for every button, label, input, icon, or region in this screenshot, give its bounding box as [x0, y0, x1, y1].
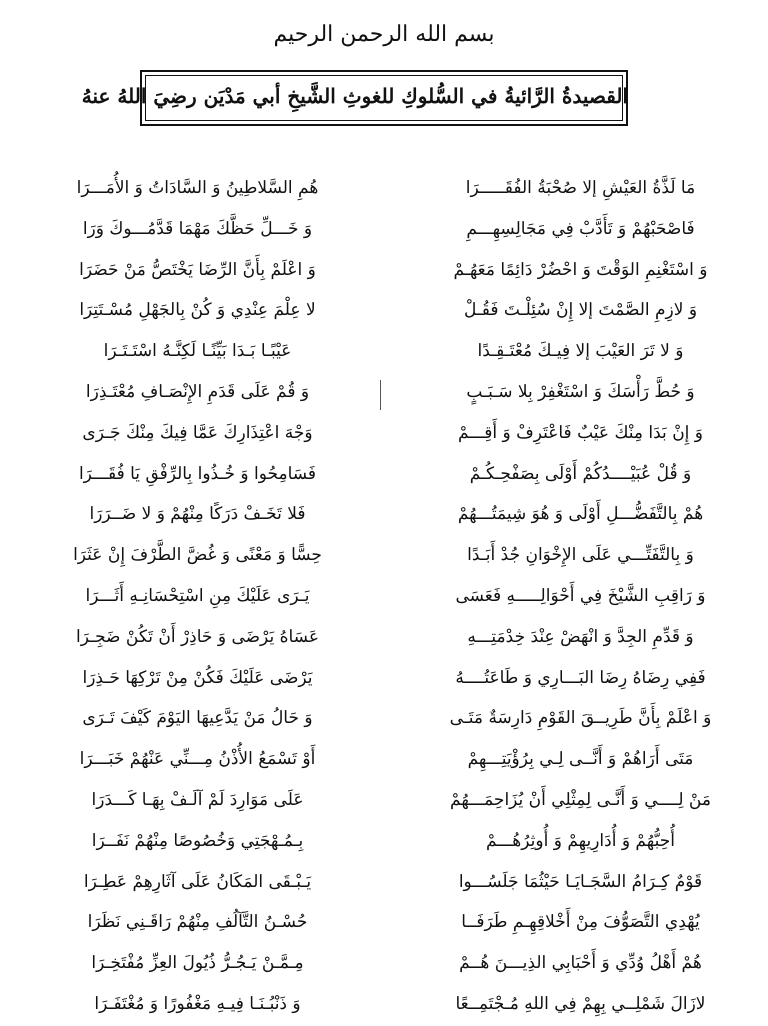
verse-row	[0, 619, 768, 659]
verse-first-hemistich: وَ لازِمِ الصَّمْتَ إلا إِنْ سُئِلْـتَ فَقُـلْ	[463, 300, 698, 321]
verse-second-hemistich: عَيْبًـا بَـدَا بَيِّنًـا لَكِنَّـهُ اسْتَـتَـرَا	[103, 341, 292, 362]
verse-first-hemistich: وَ رَاقِبِ الشَّيْخَ فِي أَحْوَالِـــــهِ فَعَسَى	[455, 586, 706, 606]
verse-second-hemistich: وَ اعْلَمْ بِأَنَّ الرِّضَا يَخْتَصُّ مَنْ حَضَرَا	[79, 259, 316, 280]
verse-first-hemistich: وَ قُلْ عُبَيْــــدُكُمْ أَوْلَى بِصَفْحِـكُـمْ	[469, 463, 692, 484]
verse-second-hemistich: وَ ذَنْبُـنَـا فِيـهِ مَغْفُورًا وَ مُغْتَفَـرَا	[94, 994, 301, 1014]
verse-second-hemistich: حِسًّا وَ مَعْنًى وَ غُضَّ الطَّرْفَ إِنْ عَثَرَا	[73, 545, 322, 566]
verse-second-hemistich: فَلا تَخَـفْ دَرَكًا مِنْهُمْ وَ لا ضَــرَرَا	[89, 504, 306, 525]
verse-row	[0, 986, 768, 1026]
verse-first-hemistich: وَ اسْتَغْنِمِ الوَقْتَ وَ احْضُرْ دَائِمًا مَعَهُـمْ	[453, 259, 708, 280]
verse-second-hemistich: بِـمُـهْجَتِي وَخُصُوصًا مِنْهُمْ نَفَــرَا	[91, 830, 304, 851]
poem-title: القصيدةُ الرَّائيةُ في السُّلوكِ للغوثِ الشَّيخِ أبي مَدْيَن رضِيَ اللهُ عنهُ	[81, 84, 628, 108]
verse-second-hemistich: وَجْهَ اعْتِذَارِكَ عَمَّا فِيكَ مِنْكَ جَـرَى	[82, 422, 313, 443]
verse-first-hemistich: مَتَى أَرَاهُمْ وَ أَنَّــى لِـي بِرُؤْيَتِـــهِمْ	[467, 749, 694, 770]
verse-row	[0, 741, 768, 781]
verse-row	[0, 252, 768, 292]
verse-row	[0, 864, 768, 904]
verse-second-hemistich: وَ خَـــلِّ حَظَّكَ مَهْمَا قَدَّمُـــوكَ وَرَا	[82, 218, 313, 239]
verse-first-hemistich: لازَالَ شَمْلِــي بِهِمْ فِي اللهِ مُـجْتَمِــعًا	[455, 994, 706, 1014]
verse-second-hemistich: لا عِلْمَ عِنْدِي وَ كُنْ بِالجَهْلِ مُسْـتَتِرَا	[79, 300, 316, 321]
verse-first-hemistich: وَ قَدِّمِ الجِدَّ وَ انْهَضْ عِنْدَ خِدْمَتِـــهِ	[467, 626, 694, 647]
verse-second-hemistich: عَلَى مَوَارِدَ لَمْ آلَـفْ بِهَـا كَـــدَرَا	[91, 790, 304, 810]
verse-row	[0, 904, 768, 944]
verse-second-hemistich: يَـرَى عَلَيْكَ مِنِ اسْتِحْسَانِـهِ أَثَـــرَا	[85, 586, 310, 606]
verse-first-hemistich: قَوْمٌ كِـرَامُ السَّجَـايَـا حَيْثُمَا جَلَسُـــوا	[458, 871, 703, 892]
verse-second-hemistich: فَسَامِحُوا وَ خُـذُوا بِالرِّفْقِ يَا فُقَـــرَا	[78, 463, 317, 484]
verse-second-hemistich: مِـمَّـنْ يَـجُـرُّ ذُيُولَ العِزِّ مُفْتَخِـرَا	[91, 953, 304, 974]
verse-row	[0, 782, 768, 822]
verse-row	[0, 211, 768, 251]
verse-second-hemistich: حُسْـنُ التَّآلُفِ مِنْهُمْ رَاقَـنِي نَظَرَا	[87, 912, 308, 933]
verse-second-hemistich: وَ حَالُ مَنْ يَدَّعِيهَا اليَوْمَ كَيْفَ تَـرَى	[82, 708, 313, 729]
verse-first-hemistich: وَ حُطَّ رَأْسَكَ وَ اسْتَغْفِرْ بِلا سَـبَـبٍ	[466, 382, 695, 402]
verse-row	[0, 578, 768, 618]
verse-row	[0, 823, 768, 863]
verse-first-hemistich: أُحِبُّهُمْ وَ أُدَارِيهِمْ وَ أُوثِرُهُـــمْ	[486, 830, 675, 851]
verse-first-hemistich: فَاصْحَبْهُمْ وَ تَأَدَّبْ فِي مَجَالِسِهِـــمِ	[466, 218, 695, 239]
verse-row	[0, 292, 768, 332]
verse-first-hemistich: هُمْ أَهْلُ وُدِّي وَ أَحْبَابِي الذِيـــنَ هُــمْ	[459, 953, 702, 974]
verse-second-hemistich: أَوْ تَسْمَعُ الأُذْنُ مِـــنِّي عَنْهُمْ خَبَـــرَا	[79, 749, 316, 770]
verse-row	[0, 945, 768, 985]
verse-first-hemistich: يُهْدِي التَّصَوُّفَ مِنْ أَخْلاقِهِـمِ طَرَفَــا	[461, 912, 700, 933]
verse-row	[0, 537, 768, 577]
verse-first-hemistich: وَ لا تَرَ العَيْبَ إلا فِيـكَ مُعْتَـقِـدًا	[477, 341, 684, 362]
verse-first-hemistich: فَفِي رِضَاهُ رِضَا البَـــارِي وَ طَاعَتُــــهُ	[455, 667, 706, 688]
verse-first-hemistich: مَنْ لِــــي وَ أَنَّـى لِمِثْلِي أَنْ يُزَاحِمَـــهُمْ	[450, 790, 711, 810]
verse-second-hemistich: وَ قُمْ عَلَى قَدَمِ الإِنْصَـافِ مُعْتَـذِرَا	[85, 382, 310, 402]
verse-second-hemistich: يَرْضَى عَلَيْكَ فَكُنْ مِنْ تَرْكِهَا حَـذِرَا	[82, 667, 313, 688]
verse-first-hemistich: وَ إِنْ بَدَا مِنْكَ عَيْبٌ فَاعْتَرِفْ وَ أَقِـــمْ	[457, 422, 704, 443]
verse-row	[0, 333, 768, 373]
verse-row	[0, 374, 768, 414]
verse-first-hemistich: مَا لَذَّةُ العَيْشِ إلا صُحْبَةُ الفُقَـــــرَا	[465, 178, 696, 198]
verse-first-hemistich: وَ بِالتَّفَتِّـــي عَلَى الإِخْوَانِ جُدْ أَبَـدًا	[467, 545, 694, 566]
verse-row	[0, 660, 768, 700]
verse-row	[0, 496, 768, 536]
verse-row	[0, 415, 768, 455]
verse-first-hemistich: وَ اعْلَمْ بِأَنَّ طَرِيــقَ القَوْمِ دَارِسَةٌ مَتَـى	[449, 708, 712, 729]
verse-first-hemistich: هُمْ بِالتَّفَضُّـــلِ أَوْلَى وَ هُوَ شِيمَتُـــهُمْ	[457, 504, 704, 525]
verse-second-hemistich: هُمِ السَّلاطِينُ وَ السَّادَاتُ وَ الأُمَـــرَا	[76, 178, 319, 198]
basmala: بسم الله الرحمن الرحيم	[273, 22, 495, 47]
verse-second-hemistich: يَـبْـقَى المَكَانُ عَلَى آثَارِهِمْ عَطِـرَا	[83, 871, 312, 892]
verse-row	[0, 170, 768, 210]
verse-row	[0, 700, 768, 740]
verse-second-hemistich: عَسَاهُ يَرْضَى وَ حَاذِرْ أَنْ تَكُنْ ضَجِـرَا	[76, 626, 319, 647]
verse-row	[0, 456, 768, 496]
